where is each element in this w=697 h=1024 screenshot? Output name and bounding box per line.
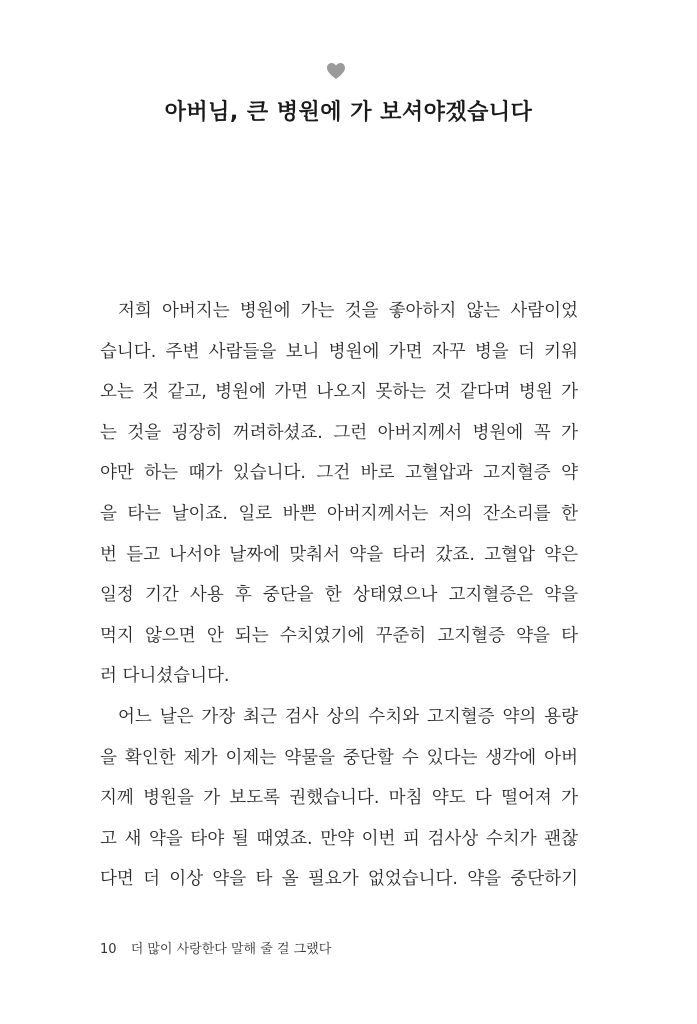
body-text	[100, 291, 578, 900]
chapter-title: 아버님, 큰 병원에 가 보셔야겠습니다	[164, 100, 533, 125]
text-line: 먹지 않으면 안 되는 수치였기에 꾸준히 고지혈증 약을 타	[100, 625, 578, 646]
text-line: 고 새 약을 타야 될 때였죠. 만약 이번 피 검사상 수치가 괜찮	[100, 828, 578, 849]
text-line: 을 확인한 제가 이제는 약물을 중단할 수 있다는 생각에 아버	[100, 747, 578, 768]
text-line: 다면 더 이상 약을 타 올 필요가 없었습니다. 약을 중단하기	[100, 869, 578, 890]
text-line: 저희 아버지는 병원에 가는 것을 좋아하지 않는 사람이었	[118, 301, 578, 321]
text-line: 는 것을 굉장히 꺼려하셨죠. 그런 아버지께서 병원에 꼭 가	[100, 422, 578, 443]
text-line: 오는 것 같고, 병원에 가면 나오지 못하는 것 같다며 병원 가	[100, 382, 578, 403]
page-number: 10	[100, 942, 117, 957]
text-line: 어느 날은 가장 최근 검사 상의 수치와 고지혈증 약의 용량	[118, 706, 578, 727]
page-footer	[100, 938, 331, 957]
text-line: 일정 기간 사용 후 중단을 한 상태였으나 고지혈증은 약을	[100, 585, 578, 606]
text-line: 습니다. 주변 사람들을 보니 병원에 가면 자꾸 병을 더 키워	[100, 341, 578, 362]
text-line: 러 다니셨습니다.	[100, 666, 230, 687]
text-line: 번 듣고 나서야 날짜에 맞춰서 약을 타러 갔죠. 고혈압 약은	[100, 544, 578, 565]
heart-icon	[326, 62, 346, 80]
book-title: 더 많이 사랑한다 말해 줄 걸 그랬다	[130, 942, 332, 957]
text-line: 을 타는 날이죠. 일로 바쁜 아버지께서는 저의 잔소리를 한	[100, 503, 578, 524]
text-line: 지께 병원을 가 보도록 권했습니다. 마침 약도 다 떨어져 가	[100, 788, 578, 809]
text-line: 야만 하는 때가 있습니다. 그건 바로 고혈압과 고지혈증 약	[100, 463, 578, 484]
